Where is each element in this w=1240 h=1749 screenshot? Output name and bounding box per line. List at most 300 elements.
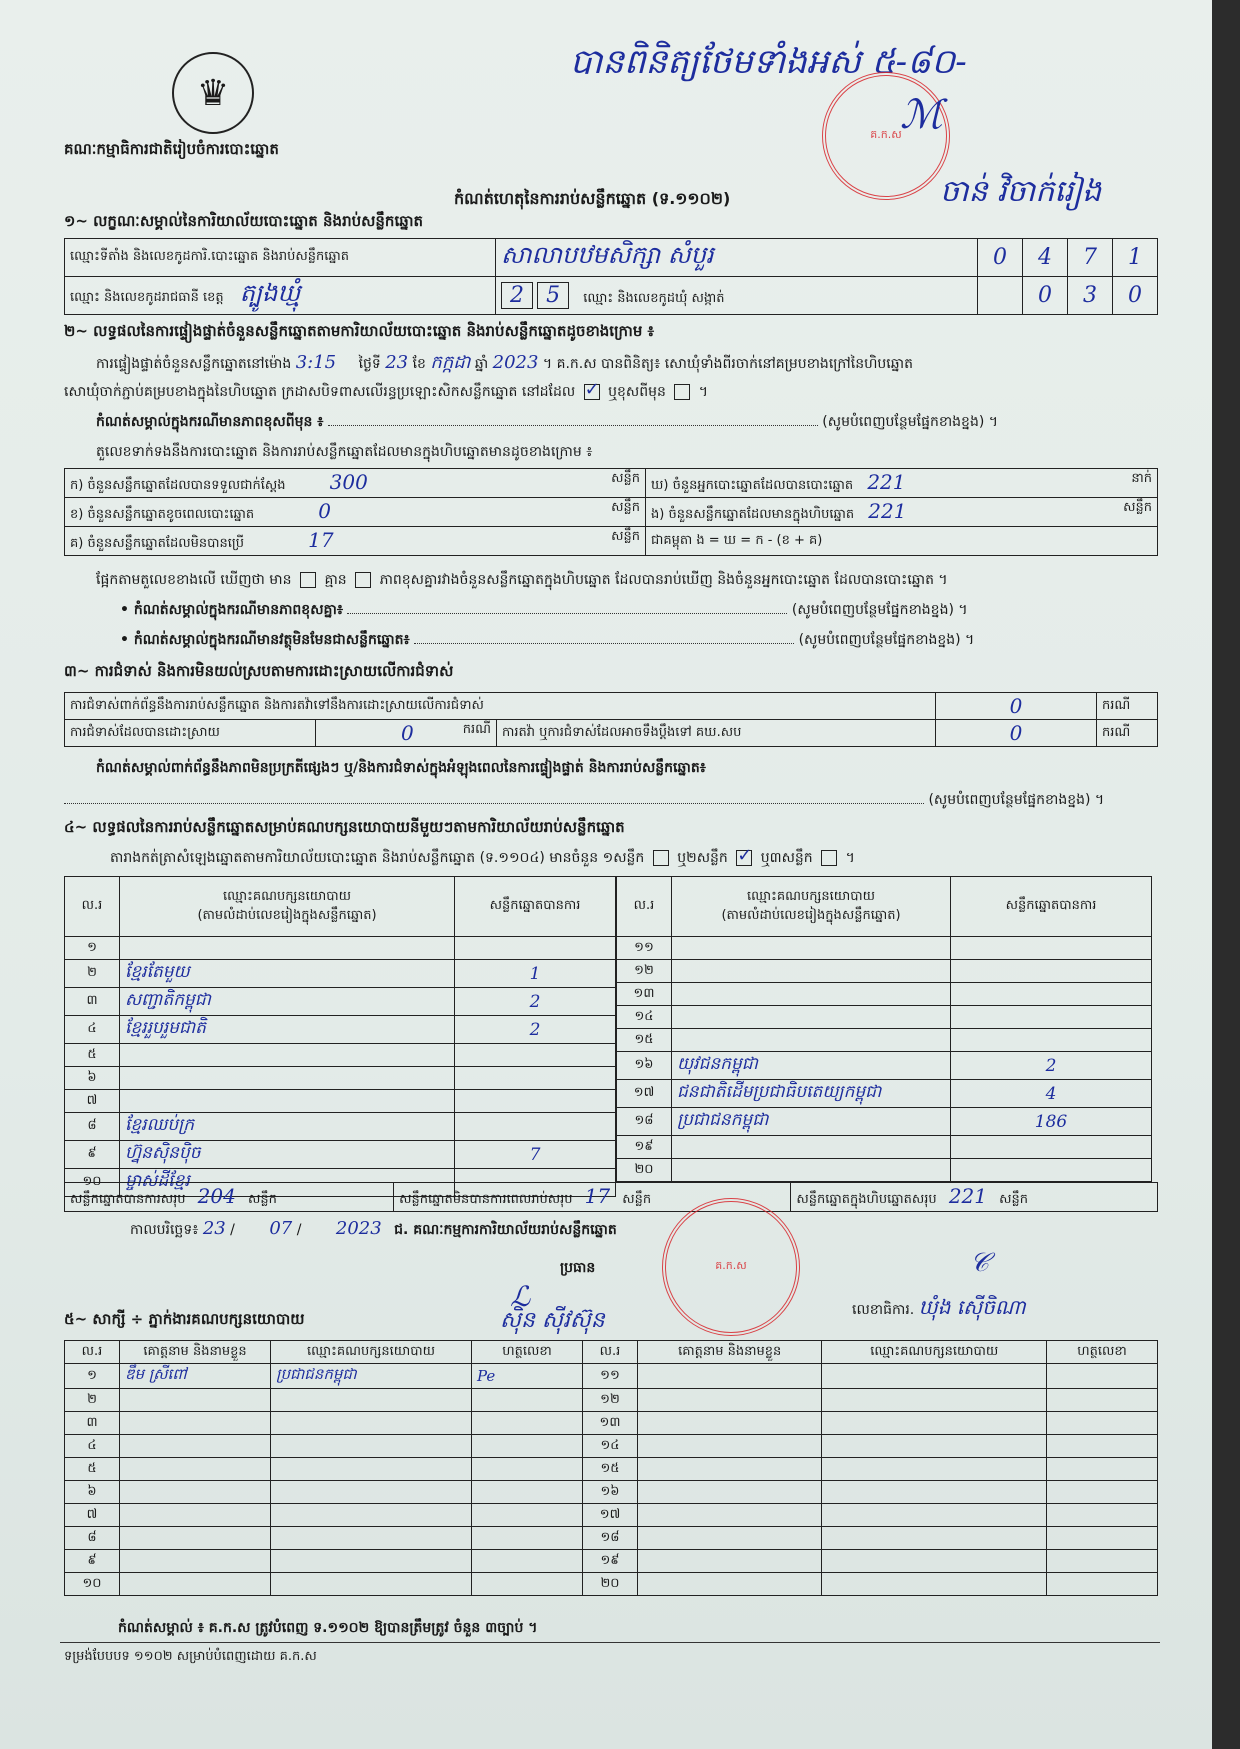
- col-no: ល.រ: [617, 877, 672, 937]
- witness-signature: [472, 1412, 583, 1435]
- row-number: ៤: [65, 1016, 120, 1044]
- witness-name: ឌឹម ស្រីពៅ: [120, 1364, 271, 1389]
- bullet1-label: • កំណត់សម្គាល់ក្នុងករណីមានភាពខុសគ្នា៖: [120, 602, 344, 618]
- party-name: [120, 1067, 455, 1090]
- row-number: ៥: [65, 1044, 120, 1067]
- witness-name: [638, 1481, 822, 1504]
- witness-signature: [472, 1573, 583, 1596]
- witness-signature: [472, 1389, 583, 1412]
- col-sig: ហត្ថលេខា: [1047, 1341, 1158, 1364]
- row-number: ៩: [65, 1550, 120, 1573]
- witness-name: [638, 1435, 822, 1458]
- party-votes: [455, 1067, 616, 1090]
- section2-title: ២~ លទ្ធផលនៃការផ្ទៀងផ្ទាត់ចំនួនសន្លឹកឆ្នោតតាមការិយាល័យបោះឆ្នោត និងរាប់សន្លឹកឆ្នោតដូចខាងក្រោម ៖: [64, 322, 655, 340]
- table-row: [65, 960, 616, 988]
- table-row: [65, 1113, 616, 1141]
- fig-b-label: ខ) ចំនួនសន្លឹកឆ្នោតខូចពេលបោះឆ្នោត: [70, 507, 255, 522]
- witness-signature: [1047, 1550, 1158, 1573]
- col-party-sub: (តាមលំដាប់លេខរៀងក្នុងសន្លឹកឆ្នោត): [721, 907, 901, 923]
- commune-label: ឈ្មោះ និងលេខកូដឃុំ សង្កាត់: [583, 290, 725, 306]
- witness-name: [638, 1458, 822, 1481]
- fill-back-note: (សូមបំពេញបន្ថែមផ្នែកខាងខ្នង) ។: [791, 602, 968, 618]
- party-name: [120, 1044, 455, 1067]
- table-row: [617, 1159, 1152, 1182]
- objection-table: [64, 692, 1158, 747]
- witness-name: [120, 1573, 271, 1596]
- table-row: [65, 1044, 616, 1067]
- total-valid-label: សន្លឹកឆ្នោតបានការសរុប: [70, 1192, 186, 1207]
- chair-name: ស៊ិន ស៊ីវស៊ុន: [500, 1308, 605, 1333]
- party-name: យុវជនកម្ពុជា: [672, 1052, 951, 1080]
- col-name: គោត្តនាម និងនាមខ្លួន: [638, 1341, 822, 1364]
- witness-signature: [472, 1504, 583, 1527]
- row-number: ២: [65, 960, 120, 988]
- votes-table-right: [616, 876, 1152, 1182]
- party-votes: [455, 1044, 616, 1067]
- objection-fill: [64, 790, 1158, 811]
- unit-label: សន្លឹក: [999, 1192, 1029, 1207]
- check-time: 3:15: [295, 352, 337, 373]
- no-diff-checkbox[interactable]: [355, 572, 371, 588]
- row-number: ២០: [617, 1159, 672, 1182]
- signature-top: ℳ: [900, 92, 943, 138]
- fig-e-label: ង) ចំនួនសន្លឹកឆ្នោតដែលមានក្នុងហិបឆ្នោត: [651, 507, 855, 522]
- row-number: ១៣: [583, 1412, 638, 1435]
- section5-title: ៥~ សាក្សី ÷ ភ្នាក់ងារគណបក្សនយោបាយ: [64, 1310, 305, 1328]
- fill-back-note: (សូមបំពេញបន្ថែមផ្នែកខាងខ្នង) ។: [928, 792, 1105, 808]
- fig-a-value: 300: [329, 470, 368, 494]
- row-number: ១២: [617, 960, 672, 983]
- witness-signature: [1047, 1389, 1158, 1412]
- row-number: ១៩: [617, 1136, 672, 1159]
- date-tail: ជ. គណៈកម្មការការិយាល័យរាប់សន្លឹកឆ្នោត: [394, 1222, 617, 1238]
- row-number: ២: [65, 1389, 120, 1412]
- secretary-signature: 𝒞: [970, 1248, 989, 1278]
- check-text-2: សោឃុំចាក់ភ្ជាប់គម្របខាងក្នុងនៃហិបឆ្នោត ក្រដាសបិទពាសលើរន្ធប្រឡោះសិកសន្លឹកឆ្នោត នៅដដែល: [64, 384, 576, 400]
- witness-party: [822, 1458, 1047, 1481]
- fig-c-value: 17: [308, 528, 334, 552]
- total-invalid-label: សន្លឹកឆ្នោតមិនបានការពេលរាប់សរុប: [399, 1192, 573, 1207]
- fig-c-cell: [65, 527, 646, 556]
- commune-digit: 0: [1023, 277, 1068, 315]
- witness-party: [271, 1412, 472, 1435]
- row-number: ១១: [617, 937, 672, 960]
- row-number: ១០: [65, 1573, 120, 1596]
- votes-table-left: [64, 876, 616, 1197]
- party-votes: [951, 1029, 1152, 1052]
- has-diff-checkbox[interactable]: [300, 572, 316, 588]
- year-label: ឆ្នាំ: [474, 356, 489, 372]
- witness-name: [638, 1504, 822, 1527]
- province-label: ឈ្មោះ និងលេខកូដរាជធានី ខេត្ត: [70, 290, 224, 305]
- unit-label: សន្លឹក: [1123, 500, 1152, 515]
- footer-divider: [60, 1642, 1160, 1643]
- dotted-line: [414, 643, 794, 644]
- compare-rest: ភាពខុសគ្នារវាងចំនួនសន្លឹកឆ្នោតក្នុងហិបឆ្នោត ដែលបានរាប់ឃើញ និងចំនួនអ្នកបោះឆ្នោត ដែលបានបោះឆ្នោត ។: [379, 572, 948, 588]
- official-stamp-bottom: គ.ក.ស: [662, 1198, 800, 1336]
- fig-d-label: ឃ) ចំនួនអ្នកបោះឆ្នោតដែលបានបោះឆ្នោត: [651, 478, 854, 493]
- witness-signature: [1047, 1481, 1158, 1504]
- table-row: [617, 937, 1152, 960]
- unit-label: សន្លឹក: [611, 529, 640, 544]
- fill-back-note: (សូមបំពេញបន្ថែមផ្នែកខាងខ្នង) ។: [822, 414, 998, 430]
- witness-name: [120, 1389, 271, 1412]
- or-new-label: ឬខុសពីមុន: [608, 384, 666, 400]
- scan-edge: [1212, 0, 1240, 1749]
- objection-row2a: ការជំទាស់ដែលបានដោះស្រាយ: [65, 720, 316, 747]
- witness-signature: [1047, 1573, 1158, 1596]
- two-sheets-checkbox[interactable]: [736, 850, 752, 866]
- witness-signature: [1047, 1504, 1158, 1527]
- objection-row2b: ការតវ៉ា ឬការជំទាស់ដែលអាចទឹងប្តឹងទៅ គឃ.សប: [497, 720, 936, 747]
- check-line1: [96, 350, 913, 377]
- table-row: [617, 1052, 1152, 1080]
- party-name: ខ្មែរតែមួយ: [120, 960, 455, 988]
- chair-signature: ℒ: [510, 1280, 531, 1313]
- row-number: ១៦: [617, 1052, 672, 1080]
- unit-label: សន្លឹក: [248, 1192, 277, 1207]
- col-no: ល.រ: [65, 1341, 120, 1364]
- row-number: ៣: [65, 1412, 120, 1435]
- witness-party: [271, 1573, 472, 1596]
- witness-signature: [1047, 1527, 1158, 1550]
- witness-party: [271, 1550, 472, 1573]
- table-row: [617, 1080, 1152, 1108]
- fig-e-cell: [646, 498, 1158, 527]
- party-name: ប្រជាជនកម្ពុជា: [672, 1108, 951, 1136]
- three-sheets-checkbox[interactable]: [821, 850, 837, 866]
- witness-signature: Pe: [472, 1364, 583, 1389]
- table-row: [65, 1067, 616, 1090]
- witness-party: [822, 1481, 1047, 1504]
- party-votes: 2: [951, 1052, 1152, 1080]
- witness-party: ប្រជាជនកម្ពុជា: [271, 1364, 472, 1389]
- party-name: [120, 1090, 455, 1113]
- witness-signature: [1047, 1458, 1158, 1481]
- objection-note-label: កំណត់សម្គាល់ពាក់ព័ន្ធនឹងភាពមិនប្រក្រតីផ្សេងៗ ឬ/និងការជំទាស់ក្នុងអំឡុងពេលនៃការផ្ទៀងផ្ទាត់ និងការរាប់សន្លឹកឆ្នោត៖: [96, 760, 706, 776]
- row-number: ៤: [65, 1435, 120, 1458]
- section1-title: ១~ លក្ខណៈសម្គាល់នៃការិយាល័យបោះឆ្នោត និងរាប់សន្លឹកឆ្នោត: [64, 212, 424, 230]
- table-row: [65, 1550, 1158, 1573]
- row-number: ១៥: [583, 1458, 638, 1481]
- table-row: [65, 1527, 1158, 1550]
- party-name: សញ្ជាតិកម្ពុជា: [120, 988, 455, 1016]
- total-valid-value: 204: [197, 1184, 236, 1208]
- party-votes: [455, 1090, 616, 1113]
- party-name: ជនជាតិដើមប្រជាធិបតេយ្យកម្ពុជា: [672, 1080, 951, 1108]
- row-number: ១០: [65, 1169, 120, 1197]
- witness-party: [822, 1389, 1047, 1412]
- diff-note-line: [96, 412, 1156, 433]
- figures-intro: តួលេខទាក់ទងនឹងការបោះឆ្នោត និងការរាប់សន្លឹកឆ្នោតដែលមានក្នុងហិបឆ្នោតមានដូចខាងក្រោម ៖: [96, 444, 593, 460]
- table-row: [65, 1504, 1158, 1527]
- obj-row1-value: 0: [936, 693, 1097, 720]
- row-number: ១៧: [617, 1080, 672, 1108]
- party-name: [672, 960, 951, 983]
- row-number: ១៤: [617, 1006, 672, 1029]
- col-votes: សន្លឹកឆ្នោតបានការ: [951, 877, 1152, 937]
- blank-cell: [978, 277, 1023, 315]
- total-invalid-value: 17: [584, 1184, 611, 1208]
- col-name: គោត្តនាម និងនាមខ្លួន: [120, 1341, 271, 1364]
- commune-digit: 0: [1113, 277, 1158, 315]
- case-label: ករណី: [462, 722, 491, 737]
- chair-label: ប្រធាន: [560, 1260, 596, 1276]
- footer-note: កំណត់សម្គាល់ ៖ គ.ក.ស ត្រូវបំពេញ ទ.១១០២ ឱ្យបានត្រឹមត្រូវ ចំនួន ៣ច្បាប់ ។: [118, 1620, 538, 1636]
- row-number: ១១: [583, 1364, 638, 1389]
- witness-name: [638, 1412, 822, 1435]
- witness-name: [120, 1481, 271, 1504]
- table-row: [65, 1458, 1158, 1481]
- witness-name: [638, 1573, 822, 1596]
- row2-code-cell: [496, 277, 978, 315]
- form-title: កំណត់ហេតុនៃការរាប់សន្លឹកឆ្នោត (ទ.១១០២): [454, 189, 731, 208]
- table-row: [617, 1006, 1152, 1029]
- party-name: [672, 1159, 951, 1182]
- bullet2-label: • កំណត់សម្គាល់ក្នុងករណីមានវត្ថុមិនមែនជាសន្លឹកឆ្នោត៖: [120, 632, 410, 648]
- fig-b-value: 0: [318, 499, 331, 523]
- row-number: ១៥: [617, 1029, 672, 1052]
- diff-note-label: កំណត់សម្គាល់ក្នុងករណីមានភាពខុសពីមុន ៖: [96, 414, 324, 430]
- fig-c-label: គ) ចំនួនសន្លឹកឆ្នោតដែលមិនបានប្រើ: [70, 536, 244, 551]
- witness-signature: [1047, 1435, 1158, 1458]
- fig-b-cell: [65, 498, 646, 527]
- witness-name: [120, 1550, 271, 1573]
- party-votes: [951, 983, 1152, 1006]
- table-row: [617, 1136, 1152, 1159]
- party-votes: [951, 1006, 1152, 1029]
- party-votes: [951, 937, 1152, 960]
- check-text: ការផ្ទៀងផ្ទាត់ចំនួនសន្លឹកឆ្នោតនៅម៉ោង: [96, 356, 292, 372]
- unit-label: សន្លឹក: [611, 500, 640, 515]
- party-votes: [951, 1159, 1152, 1182]
- obj-row2b-value: 0: [936, 720, 1097, 747]
- witness-party: [822, 1504, 1047, 1527]
- party-name: [672, 1029, 951, 1052]
- table-row: [65, 1481, 1158, 1504]
- none-label: គ្មាន: [324, 572, 347, 588]
- witness-signature: [1047, 1364, 1158, 1389]
- party-votes: 7: [455, 1141, 616, 1169]
- row-number: ៧: [65, 1504, 120, 1527]
- fig-a-cell: [65, 469, 646, 498]
- party-name: [120, 937, 455, 960]
- party-votes: 2: [455, 988, 616, 1016]
- row-number: ៩: [65, 1141, 120, 1169]
- row-number: ១៩: [583, 1550, 638, 1573]
- col-party-label: ឈ្មោះគណបក្សនយោបាយ: [223, 888, 351, 904]
- witness-signature: [472, 1550, 583, 1573]
- table-row: [65, 1435, 1158, 1458]
- party-name: [672, 1136, 951, 1159]
- dotted-line: [347, 613, 787, 614]
- col-no: ល.រ: [583, 1341, 638, 1364]
- committee-name: គណៈកម្មាធិការជាតិរៀបចំការបោះឆ្នោត: [64, 140, 279, 158]
- check-day: 23: [385, 352, 409, 373]
- row-number: ៦: [65, 1067, 120, 1090]
- col-party-label: ឈ្មោះគណបក្សនយោបាយ: [747, 888, 875, 904]
- figures-table: [64, 468, 1158, 556]
- date-line: កាលបរិច្ឆេទ៖ 23 / 07 / 2023 ជ. គណៈកម្មការការិយាល័យរាប់សន្លឹកឆ្នោត: [130, 1218, 617, 1239]
- row-number: ១៧: [583, 1504, 638, 1527]
- row-number: ១៤: [583, 1435, 638, 1458]
- obj-row2a-value: [316, 720, 497, 747]
- row-number: ១: [65, 1364, 120, 1389]
- witness-party: [271, 1458, 472, 1481]
- formula: ជាគម្ពុតា ង = ឃ = ក - (ខ + គ): [646, 527, 1158, 556]
- opt3-label: ឬ៣សន្លឹក: [760, 850, 813, 866]
- code-digit: 4: [1023, 239, 1068, 277]
- check-month: កក្កដា: [430, 352, 471, 373]
- dotted-line: [328, 425, 818, 426]
- party-votes: [455, 1113, 616, 1141]
- opt2-label: ឬ២សន្លឹក: [677, 850, 728, 866]
- check-year: 2023: [492, 352, 539, 373]
- table-row: [65, 1573, 1158, 1596]
- row-number: ៦: [65, 1481, 120, 1504]
- date-year: 2023: [335, 1218, 382, 1239]
- official-stamp-top: គ.ក.ស: [822, 72, 950, 200]
- table-row: [617, 960, 1152, 983]
- secretary-line: [852, 1294, 1026, 1324]
- commune-digit: 3: [1068, 277, 1113, 315]
- totals-table: [64, 1182, 1158, 1212]
- witness-name: [638, 1550, 822, 1573]
- witness-signature: [1047, 1412, 1158, 1435]
- handwritten-note: បានពិនិត្យថែមទាំងអស់ ៥-៨០-: [570, 42, 967, 82]
- witness-signature: [472, 1458, 583, 1481]
- handwritten-signer: ចាន់ វិចាក់រៀង: [940, 174, 1102, 209]
- table-row: [65, 1364, 1158, 1389]
- party-votes: 4: [951, 1080, 1152, 1108]
- changed-checkbox[interactable]: [674, 384, 690, 400]
- fig-e-value: 221: [868, 499, 907, 523]
- row-number: ៥: [65, 1458, 120, 1481]
- table-row: [65, 1090, 616, 1113]
- row-number: ១៦: [583, 1481, 638, 1504]
- secretary-name: ឃុំង ស៊ើចិណា: [918, 1295, 1026, 1319]
- witness-party: [271, 1435, 472, 1458]
- compare-text: ផ្អែកតាមតួលេខខាងលើ ឃើញថា មាន: [96, 572, 292, 588]
- row-number: ៨: [65, 1527, 120, 1550]
- witness-table: [64, 1340, 1158, 1596]
- province-value: ត្បូងឃ្មុំ: [239, 279, 301, 307]
- date-label: កាលបរិច្ឆេទ៖: [130, 1222, 199, 1238]
- col-party: ឈ្មោះគណបក្សនយោបាយ: [271, 1341, 472, 1364]
- row-number: ១៨: [583, 1527, 638, 1550]
- table-row: [617, 1108, 1152, 1136]
- table-row: [65, 1141, 616, 1169]
- date-month: 07: [269, 1218, 293, 1239]
- total-box-cell: [791, 1183, 1158, 1212]
- dotted-line: [64, 803, 924, 804]
- check-text-b: ។ គ.ក.ស បានពិនិត្យ៖ សោឃុំទាំងពីរចាក់នៅគម្របខាងក្រៅនៃហិបឆ្នោត: [542, 356, 913, 372]
- witness-signature: [472, 1435, 583, 1458]
- witness-party: [822, 1412, 1047, 1435]
- witness-name: [120, 1412, 271, 1435]
- case-label: ករណី: [1097, 693, 1158, 720]
- unit-label: សន្លឹក: [611, 471, 640, 486]
- row-number: ៨: [65, 1113, 120, 1141]
- party-name: ហ្វ៊ុនស៊ិនប៉ិច: [120, 1141, 455, 1169]
- section3-title: ៣~ ការជំទាស់ និងការមិនយល់ស្របតាមការដោះស្រាយលើការជំទាស់: [64, 662, 454, 680]
- row-number: ១: [65, 937, 120, 960]
- one-sheet-checkbox[interactable]: [653, 850, 669, 866]
- section4-intro: តារាងកត់ត្រាសំឡេងឆ្នោតតាមការិយាល័យបោះឆ្នោត និងរាប់សន្លឹកឆ្នោត (ទ.១១០៤) មានចំនួន ១សន្លឹក ឬ២សន្លឹក ✓ ឬ៣សន្លឹក ។: [110, 848, 855, 869]
- witness-party: [822, 1550, 1047, 1573]
- table-row: [65, 1389, 1158, 1412]
- witness-name: [120, 1435, 271, 1458]
- row-number: ១២: [583, 1389, 638, 1412]
- nec-emblem-icon: ♛: [172, 52, 254, 134]
- party-votes: 2: [455, 1016, 616, 1044]
- row-number: ៧: [65, 1090, 120, 1113]
- table-row: [65, 937, 616, 960]
- date-day: 23: [202, 1218, 226, 1239]
- table-row: [65, 988, 616, 1016]
- fig-a-label: ក) ចំនួនសន្លឹកឆ្នោតដែលបានទទួលជាក់ស្តែង: [70, 478, 286, 493]
- total-box-label: សន្លឹកឆ្នោតក្នុងហិបឆ្នោតសរុប: [796, 1192, 937, 1207]
- code-digit: 7: [1068, 239, 1113, 277]
- witness-name: [120, 1458, 271, 1481]
- party-votes: [951, 1136, 1152, 1159]
- row-number: ១៣: [617, 983, 672, 1006]
- fig-d-cell: [646, 469, 1158, 498]
- party-votes: [951, 960, 1152, 983]
- col-party: [672, 877, 951, 937]
- table-row: [65, 1412, 1158, 1435]
- party-votes: [455, 937, 616, 960]
- code-digit: 1: [1113, 239, 1158, 277]
- party-name: [672, 983, 951, 1006]
- party-name: [672, 1006, 951, 1029]
- witness-signature: [472, 1481, 583, 1504]
- unit-label: សន្លឹក: [622, 1192, 652, 1207]
- obj-row2a-num: 0: [401, 721, 414, 745]
- witness-name: [638, 1527, 822, 1550]
- witness-party: [822, 1527, 1047, 1550]
- party-votes: 186: [951, 1108, 1152, 1136]
- row-number: ២០: [583, 1573, 638, 1596]
- witness-name: [120, 1504, 271, 1527]
- col-sig: ហត្ថលេខា: [472, 1341, 583, 1364]
- col-party-sub: (តាមលំដាប់លេខរៀងក្នុងសន្លឹកឆ្នោត): [197, 907, 377, 923]
- row-number: ១៨: [617, 1108, 672, 1136]
- day-label: ថ្ងៃទី: [358, 356, 381, 372]
- witness-party: [822, 1573, 1047, 1596]
- witness-name: [638, 1364, 822, 1389]
- party-name: ខ្មែររួបរួមជាតិ: [120, 1016, 455, 1044]
- party-name: ម្ចាស់ដីខ្មែរ: [120, 1169, 455, 1197]
- total-valid-cell: [65, 1183, 394, 1212]
- compare-line: [96, 570, 948, 591]
- same-checkbox[interactable]: [584, 384, 600, 400]
- bullet2-line: [120, 630, 1156, 651]
- witness-name: [638, 1389, 822, 1412]
- check-line2: សោឃុំចាក់ភ្ជាប់គម្របខាងក្នុងនៃហិបឆ្នោត ក្រដាសបិទពាសលើរន្ធប្រឡោះសិកសន្លឹកឆ្នោត នៅដដែល ✓ ឬខុសពីមុន ។: [64, 382, 708, 403]
- section4-title: ៤~ លទ្ធផលនៃការរាប់សន្លឹកឆ្នោតសម្រាប់គណបក្សនយោបាយនីមួយៗតាមការិយាល័យរាប់សន្លឹកឆ្នោត: [64, 818, 625, 836]
- table-row: [65, 1016, 616, 1044]
- col-no: ល.រ: [65, 877, 120, 937]
- intro-text: តារាងកត់ត្រាសំឡេងឆ្នោតតាមការិយាល័យបោះឆ្នោត និងរាប់សន្លឹកឆ្នោត (ទ.១១០៤) មានចំនួន ១សន្លឹក: [110, 850, 645, 866]
- row1-value: សាលាបឋមសិក្សា សំបួរ: [496, 239, 978, 277]
- party-name: ខ្មែរឈប់ក្រ: [120, 1113, 455, 1141]
- objection-note: [96, 758, 1156, 779]
- province-code: 5: [537, 282, 569, 309]
- table-row: [617, 1029, 1152, 1052]
- objection-row1: ការជំទាស់ពាក់ព័ន្ធនឹងការរាប់សន្លឹកឆ្នោត និងការតវ៉ាទៅនឹងការដោះស្រាយលើការជំទាស់: [65, 693, 936, 720]
- bullet1-line: [120, 600, 1156, 621]
